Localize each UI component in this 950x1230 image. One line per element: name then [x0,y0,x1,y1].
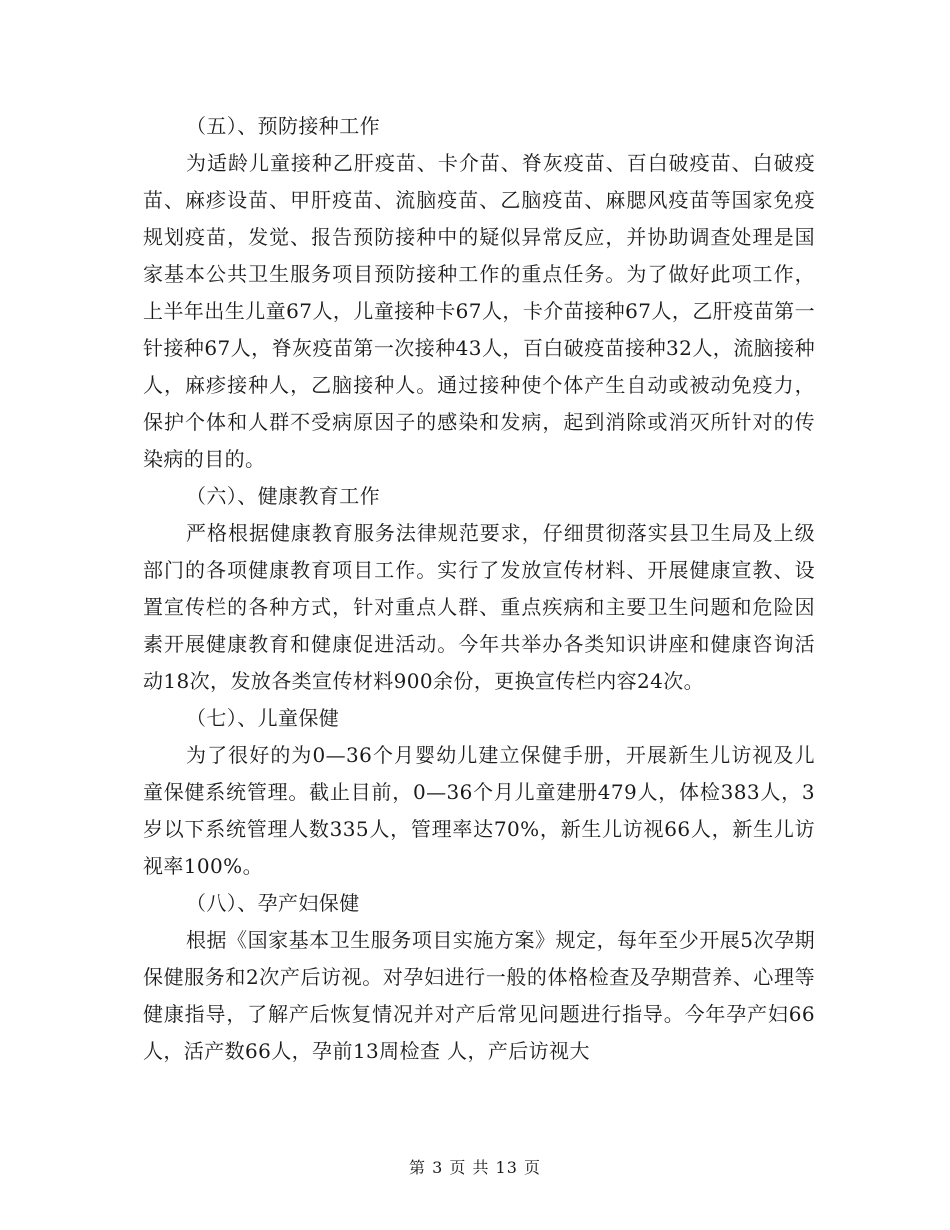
section-heading-5: （五）、预防接种工作 [186,114,380,138]
section-heading-7: （七）、儿童保健 [186,706,340,730]
page-number-footer: 第 3 页 共 13 页 [409,1158,541,1177]
section-paragraph-7: 为了很好的为0—36个月婴幼儿建立保健手册，开展新生儿访视及儿童保健系统管理。截止目前，0—36个月儿童建册479人，体检383人，3岁以下系统管理人数335人，管理率达70%，新生儿访视66人，新生儿访视率100%。 [143,743,815,878]
section-paragraph-5: 为适龄儿童接种乙肝疫苗、卡介苗、脊灰疫苗、百白破疫苗、白破疫苗、麻疹设苗、甲肝疫苗、流脑疫苗、乙脑疫苗、麻腮风疫苗等国家免疫规划疫苗，发觉、报告预防接种中的疑似异常反应，并协助调查处理是国家基本公共卫生服务项目预防接种工作的重点任务。为了做好此项工作，上半年出生儿童67人，儿童接种卡67人，卡介苗接种67人，乙肝疫苗第一针接种67人，脊灰疫苗第一次接种43人，百白破疫苗接种32人，流脑接种人，麻疹接种人，乙脑接种人。通过接种使个体产生自动或被动免疫力，保护个体和人群不受病原因子的感染和发病，起到消除或消灭所针对的传染病的目的。 [143,151,815,471]
section-paragraph-6: 严格根据健康教育服务法律规范要求，仔细贯彻落实县卫生局及上级部门的各项健康教育项目工作。实行了发放宣传材料、开展健康宣教、设置宣传栏的各种方式，针对重点人群、重点疾病和主要卫生问题和危险因素开展健康教育和健康促进活动。今年共举办各类知识讲座和健康咨询活动18次，发放各类宣传材料900余份，更换宣传栏内容24次。 [143,521,815,693]
document-body [143,108,815,1070]
section-heading-8: （八）、孕产妇保健 [186,891,360,915]
section-paragraph-8: 根据《国家基本卫生服务项目实施方案》规定，每年至少开展5次孕期保健服务和2次产后访视。对孕妇进行一般的体格检查及孕期营养、心理等健康指导，了解产后恢复情况并对产后常见问题进行指导。今年孕产妇66人，活产数66人，孕前13周检查 人，产后访视大 [143,928,815,1063]
section-heading-6: （六）、健康教育工作 [186,484,380,508]
